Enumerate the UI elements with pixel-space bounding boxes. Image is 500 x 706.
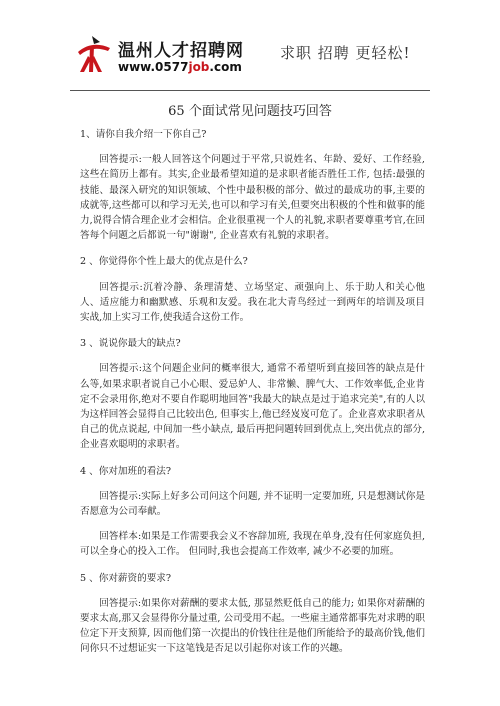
question-heading: 4 、你对加班的看法? [80,465,172,477]
question-heading: 2 、你觉得你个性上最大的优点是什么? [80,256,248,268]
logo-figure-icon [70,32,114,76]
answer-paragraph: 回答样本:如果是工作需要我会义不容辞加班, 我现在单身,没有任何家庭负担,可以全身心的投入工作。 但同时,我也会提高工作效率, 减少不必要的加班。 [80,531,425,558]
question-heading: 1、请你自我介绍一下你自己? [80,129,207,140]
site-name: 温州人才招聘网 [118,41,244,61]
question-heading: 5 、你对薪资的要求? [80,572,172,584]
url-highlight: job [188,60,210,74]
header-divider [70,90,430,91]
document-title: 65 个面试常见问题技巧回答 [168,104,332,119]
answer-paragraph: 回答提示:这个问题企业问的概率很大, 通常不希望听到直接回答的缺点是什么等,如果求职者说自己小心眼、爱忌妒人、非常懒、脾气大、工作效率低,企业肯定不会录用你,绝对不要自作聪明地回答"我最大的缺点是过于追求完美",有的人以为这样回答会显得自己比较出色, 但事实上,他已经岌岌可危了。企业喜欢求职者从自己的优点说起, 中间加一些小缺点, 最后再把问题转回到优点上,突出优点的部分,企业喜欢聪明的求职者。 [80,363,425,451]
document-body [80,127,425,657]
site-url [118,60,242,74]
answer-paragraph: 回答提示:沉着冷静、条理清楚、立场坚定、顽强向上、乐于助人和关心他人、适应能力和幽默感、乐观和友爱。我在北大青鸟经过一到两年的培训及项目实战,加上实习工作,使我适合这份工作。 [80,281,425,324]
question-heading: 3 、说说你最大的缺点? [80,338,181,350]
answer-paragraph: 回答提示:实际上好多公司问这个问题, 并不证明一定要加班, 只是想测试你是否愿意为公司奉献。 [80,490,425,518]
answer-paragraph: 回答提示:如果你对薪酬的要求太低, 那显然贬低自己的能力; 如果你对薪酬的要求太高,那又会显得你分量过重, 公司受用不起。一些雇主通常都事先对求聘的职位定下开支预算, 因而他们第一次提出的价钱往往是他们所能给予的最高价钱,他们问你只不过想证实一下这笔钱是否足以引起你对该工作的兴趣。 [80,597,425,655]
url-prefix: www.0577 [118,60,189,74]
site-header [70,30,450,90]
site-slogan: 求职 招聘 更轻松! [280,44,411,62]
url-suffix: .com [209,60,242,74]
answer-paragraph: 回答提示:一般人回答这个问题过于平常,只说姓名、年龄、爱好、工作经验,这些在简历上都有。其实,企业最希望知道的是求职者能否胜任工作, 包括:最强的技能、最深入研究的知识领域、个性中最积极的部分、做过的最成功的事,主要的成就等,这些都可以和学习无关,也可以和学习有关,但要突出积极的个性和做事的能力,说得合情合理企业才会相信。企业很重视一个人的礼貌,求职者要尊重考官,在回答每个问题之后都说一句"谢谢", 企业喜欢有礼貌的求职者。 [80,154,425,242]
